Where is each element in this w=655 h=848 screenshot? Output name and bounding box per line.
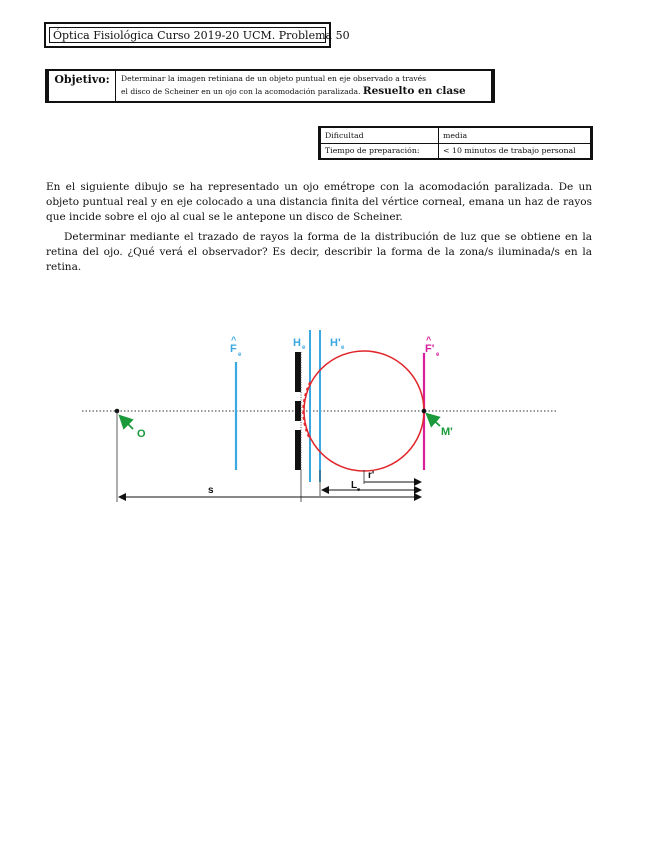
arrow-o [121,417,133,429]
prep-time-value: < 10 minutos de trabajo personal [443,146,576,155]
difficulty-value: media [443,131,468,140]
objective-line-1: Determinar la imagen retiniana de un objeto puntual en eje observado a través [121,74,427,83]
paragraph-1: En el siguiente dibujo se ha representado un ojo emétrope con la acomodación paralizada. De un objeto puntual real y en eje colocado a una distancia finita del vértice corneal, emana un haz de rayos que incide sobre el ojo al cual se le antepone un disco de Scheiner. [46,181,592,223]
prep-time-label: Tiempo de preparación: [325,146,420,155]
scheiner-disc-center [295,401,301,421]
label-f-sub: e [238,352,242,358]
difficulty-label: Dificultad [325,131,364,140]
label-h: H [293,337,301,349]
scheiner-disc-upper [295,352,301,392]
label-h-prime-sub: e [341,345,345,351]
label-s: s [208,485,214,496]
page-title: Óptica Fisiológica Curso 2019-20 UCM. Problema 50 [49,27,326,43]
label-l-sub: e [357,487,361,493]
objective-label: Objetivo: [49,71,116,101]
svg-text:^: ^ [231,335,237,345]
label-h-sub: e [302,345,306,351]
label-l: L [351,480,358,491]
label-r-prime: r' [368,470,375,481]
label-o: O [137,428,146,440]
eye-circle [304,351,424,471]
label-f-prime-sub: e [436,352,440,358]
image-point [422,409,427,414]
scheiner-disc-lower [295,430,301,470]
label-h-prime: H' [330,337,341,349]
arrow-m-prime [428,415,440,426]
label-f-prime: F' [425,343,435,355]
svg-text:^: ^ [426,335,432,345]
objective-status: Resuelto en clase [362,85,466,97]
label-f: F [230,343,237,355]
label-m-prime: M' [441,426,453,438]
paragraph-2: Determinar mediante el trazado de rayos la forma de la distribución de luz que se obtiene en la retina del ojo. ¿Qué verá el observador? Es decir, describir la forma de la zona/s iluminada/s en la retina. [46,231,592,273]
objective-line-2-text: el disco de Scheiner en un ojo con la acomodación paralizada. [121,87,361,96]
